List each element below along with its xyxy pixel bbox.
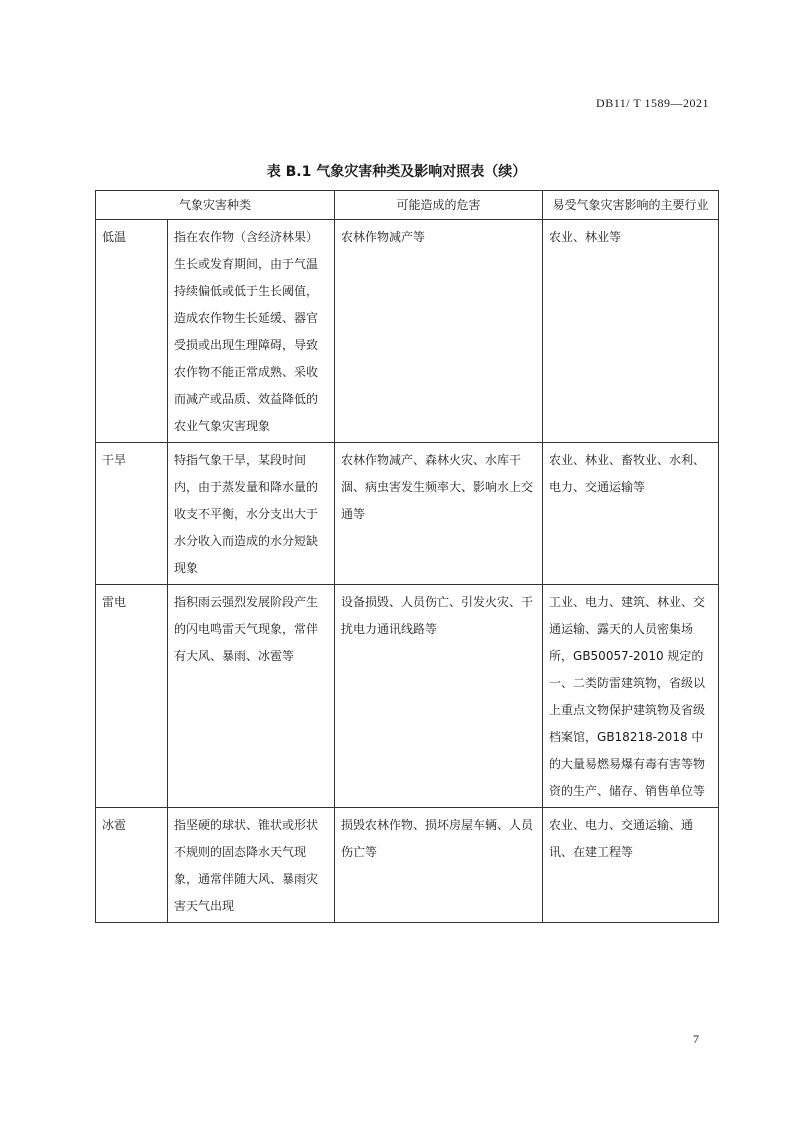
hazard-harm: 农林作物减产、森林火灾、水库干涸、病虫害发生频率大、影响水上交通等 bbox=[335, 443, 543, 585]
column-header-affected-industries: 易受气象灾害影响的主要行业 bbox=[543, 191, 719, 220]
hazard-definition: 指坚硬的球状、锥状或形状不规则的固态降水天气现象，通常伴随大风、暴雨灾害天气出现 bbox=[168, 808, 335, 923]
hazard-name: 雷电 bbox=[96, 585, 168, 808]
hazard-name: 低温 bbox=[96, 220, 168, 443]
table-header-row bbox=[96, 191, 719, 220]
hazard-harm: 设备损毁、人员伤亡、引发火灾、干扰电力通讯线路等 bbox=[335, 585, 543, 808]
hazard-name: 冰雹 bbox=[96, 808, 168, 923]
hazard-definition: 指在农作物（含经济林果）生长或发育期间，由于气温持续偏低或低于生长阈值，造成农作物生长延缓、器官受损或出现生理障碍，导致农作物不能正常成熟、采收而减产或品质、效益降低的农业气象灾害现象 bbox=[168, 220, 335, 443]
page-number: 7 bbox=[693, 1032, 699, 1046]
table-row bbox=[96, 443, 719, 585]
hazard-definition: 指积雨云强烈发展阶段产生的闪电鸣雷天气现象，常伴有大风、暴雨、冰雹等 bbox=[168, 585, 335, 808]
table-row bbox=[96, 220, 719, 443]
hazard-harm: 损毁农林作物、损坏房屋车辆、人员伤亡等 bbox=[335, 808, 543, 923]
hazard-definition: 特指气象干旱，某段时间内，由于蒸发量和降水量的收支不平衡，水分支出大于水分收入而造成的水分短缺现象 bbox=[168, 443, 335, 585]
standard-code: DB11/ T 1589—2021 bbox=[596, 96, 709, 110]
hazard-harm: 农林作物减产等 bbox=[335, 220, 543, 443]
affected-industries: 工业、电力、建筑、林业、交通运输、露天的人员密集场所，GB50057-2010 规定的一、二类防雷建筑物，省级以上重点文物保护建筑物及省级档案馆，GB18218-2018 中的大量易燃易爆有毒有害等物资的生产、储存、销售单位等 bbox=[543, 585, 719, 808]
affected-industries: 农业、林业、畜牧业、水利、电力、交通运输等 bbox=[543, 443, 719, 585]
affected-industries: 农业、电力、交通运输、通讯、在建工程等 bbox=[543, 808, 719, 923]
affected-industries: 农业、林业等 bbox=[543, 220, 719, 443]
table-row bbox=[96, 585, 719, 808]
table-row bbox=[96, 808, 719, 923]
column-header-hazard-type: 气象灾害种类 bbox=[96, 191, 335, 220]
hazard-table bbox=[95, 190, 719, 923]
hazard-name: 干旱 bbox=[96, 443, 168, 585]
table-title: 表 B.1 气象灾害种类及影响对照表（续） bbox=[266, 164, 527, 180]
column-header-possible-harm: 可能造成的危害 bbox=[335, 191, 543, 220]
